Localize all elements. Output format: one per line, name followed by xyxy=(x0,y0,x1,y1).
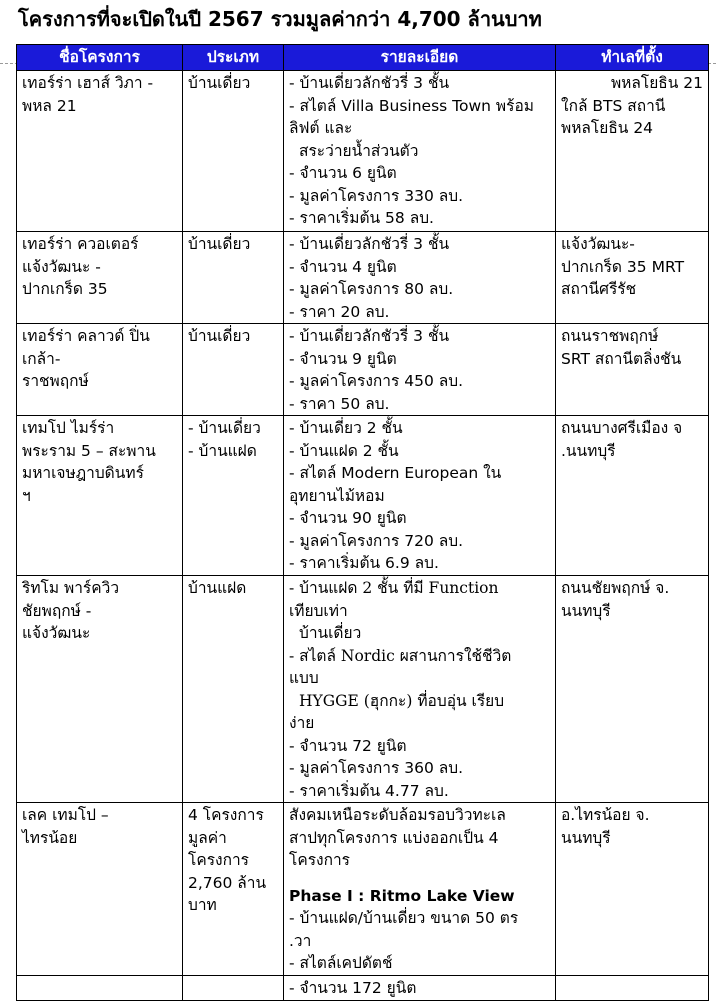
detail-line: - บ้านเดี่ยวลักชัวรี่ 3 ชั้น xyxy=(289,74,450,92)
detail-line: - ราคา 20 ลบ. xyxy=(289,302,390,321)
type-line: 4 โครงการ xyxy=(188,806,264,824)
project-name-line: เทมโป ไมร์ร่า xyxy=(22,419,115,437)
detail-line: - มูลค่าโครงการ 330 ลบ. xyxy=(289,186,464,205)
table-row xyxy=(17,416,709,576)
detail-line: .วา xyxy=(289,931,312,950)
detail-line: - จำนวน 90 ยูนิต xyxy=(289,509,407,527)
detail-line: - บ้านแฝด 2 ชั้น xyxy=(289,441,399,460)
location-line: แจ้งวัฒนะ- xyxy=(561,235,635,253)
project-name-line: ปากเกร็ด 35 xyxy=(22,280,108,298)
spacer xyxy=(289,872,550,885)
project-name-cell xyxy=(17,232,183,324)
project-name-line: เกล้า- xyxy=(22,349,61,368)
type-line: บาท xyxy=(188,896,217,914)
detail-line: - บ้านแฝด/บ้านเดี่ยว ขนาด 50 ตร xyxy=(289,909,519,927)
location-line: ถนนราชพฤกษ์ xyxy=(561,327,659,345)
project-name-line: มหาเจษฎาบดินทร์ xyxy=(22,464,144,482)
detail-line: เทียบเท่า xyxy=(289,601,348,620)
detail-line: - จำนวน 172 ยูนิต xyxy=(289,979,417,997)
header-details: รายละเอียด xyxy=(284,45,556,71)
type-cell xyxy=(183,416,284,576)
detail-line: HYGGE (ฮุกกะ) ที่อบอุ่น เรียบ xyxy=(299,691,505,710)
detail-line: - ราคา 50 ลบ. xyxy=(289,394,390,413)
location-cell xyxy=(556,803,709,976)
detail-line: - บ้านเดี่ยวลักชัวรี่ 3 ชั้น xyxy=(289,327,450,345)
location-cell xyxy=(556,324,709,416)
table-row-continuation xyxy=(17,976,709,1001)
detail-line: - มูลค่าโครงการ 80 ลบ. xyxy=(289,280,454,298)
location-line: .นนทบุรี xyxy=(561,441,616,460)
project-name-cell xyxy=(17,416,183,576)
detail-line: - จำนวน 72 ยูนิต xyxy=(289,736,407,755)
projects-table xyxy=(16,44,709,1001)
type-cell xyxy=(183,976,284,1001)
type-cell xyxy=(183,71,284,232)
project-name-line: พหล 21 xyxy=(22,96,77,115)
type-cell xyxy=(183,803,284,976)
location-line: สถานีศรีรัช xyxy=(561,280,637,298)
detail-line: ง่าย xyxy=(289,714,315,732)
type-line: บ้านแฝด xyxy=(188,579,247,597)
detail-line: - สไตล์ Villa Business Town พร้อม xyxy=(289,96,534,115)
detail-line: - ราคาเริ่มต้น 6.9 ลบ. xyxy=(289,554,439,572)
detail-line: - บ้านเดี่ยว 2 ชั้น xyxy=(289,419,403,437)
table-row xyxy=(17,71,709,232)
location-line: ปากเกร็ด 35 MRT xyxy=(561,257,685,276)
project-name-line: เทอร์ร่า เฮาส์ วิภา - xyxy=(22,74,154,92)
location-cell xyxy=(556,232,709,324)
project-name-line: เทอร์ร่า คลาวด์ ปิ่น xyxy=(22,327,150,345)
type-line: - บ้านแฝด xyxy=(188,441,257,460)
detail-line: - มูลค่าโครงการ 360 ลบ. xyxy=(289,759,464,777)
details-cell xyxy=(284,324,556,416)
type-line: บ้านเดี่ยว xyxy=(188,74,251,92)
detail-line: แบบ xyxy=(289,669,319,687)
header-location: ทำเลที่ตั้ง xyxy=(556,45,709,71)
type-line: บ้านเดี่ยว xyxy=(188,235,251,253)
detail-line: - บ้านแฝด 2 ชั้น ที่มี Function xyxy=(289,579,499,597)
detail-line: - จำนวน 4 ยูนิต xyxy=(289,257,397,276)
header-type: ประเภท xyxy=(183,45,284,71)
location-line: SRT สถานีตลิ่งชัน xyxy=(561,349,682,368)
table-row xyxy=(17,324,709,416)
location-line: นนทบุรี xyxy=(561,828,611,847)
detail-line: - มูลค่าโครงการ 720 ลบ. xyxy=(289,531,464,550)
header-project-name: ชื่อโครงการ xyxy=(17,45,183,71)
project-name-line: ริทโม พาร์ควิว xyxy=(22,579,120,597)
page-title: โครงการที่จะเปิดในปี 2567 รวมมูลค่ากว่า 4,700 ล้านบาท xyxy=(18,7,542,31)
type-line: 2,760 ล้าน xyxy=(188,873,267,892)
phase-title: Phase I : Ritmo Lake View xyxy=(289,886,515,905)
location-cell xyxy=(556,71,709,232)
project-name-line: พระราม 5 – สะพาน xyxy=(22,441,156,460)
details-cell xyxy=(284,976,556,1001)
location-line: พหลโยธิน 24 xyxy=(561,119,654,137)
project-name-line: เทอร์ร่า ควอเตอร์ xyxy=(22,235,139,253)
detail-line: บ้านเดี่ยว xyxy=(299,624,362,642)
project-name-cell xyxy=(17,803,183,976)
detail-line: - สไตล์เคปดัตช์ xyxy=(289,954,393,972)
project-name-line: เลค เทมโป – xyxy=(22,806,109,824)
detail-line: อุทยานไม้หอม xyxy=(289,486,385,505)
detail-line: ลิฟต์ และ xyxy=(289,119,353,137)
location-cell xyxy=(556,976,709,1001)
project-name-cell xyxy=(17,576,183,803)
project-name-cell xyxy=(17,976,183,1001)
type-cell xyxy=(183,232,284,324)
project-name-cell xyxy=(17,71,183,232)
location-cell xyxy=(556,416,709,576)
detail-line: - มูลค่าโครงการ 450 ลบ. xyxy=(289,372,464,390)
project-name-line: ชัยพฤกษ์ - xyxy=(22,601,92,620)
detail-intro-line: โครงการ xyxy=(289,851,351,869)
table-header-row xyxy=(17,45,709,71)
details-cell xyxy=(284,803,556,976)
location-line: พหลโยธิน 21 xyxy=(610,74,703,92)
details-cell xyxy=(284,416,556,576)
detail-line: - ราคาเริ่มต้น 58 ลบ. xyxy=(289,209,434,227)
location-cell xyxy=(556,576,709,803)
type-cell xyxy=(183,324,284,416)
location-line: อ.ไทรน้อย จ. xyxy=(561,806,650,824)
project-name-line: ไทรน้อย xyxy=(22,828,78,847)
detail-intro-line: สาปทุกโครงการ แบ่งออกเป็น 4 xyxy=(289,828,499,847)
details-cell xyxy=(284,71,556,232)
detail-line: สระว่ายน้ำส่วนตัว xyxy=(299,141,419,160)
table-row xyxy=(17,232,709,324)
table-row xyxy=(17,576,709,803)
type-line: โครงการ xyxy=(188,851,250,869)
table-row xyxy=(17,803,709,976)
location-line: ถนนบางศรีเมือง จ xyxy=(561,419,683,437)
detail-line: - สไตล์ Nordic ผสานการใช้ชีวิต xyxy=(289,646,512,665)
type-line: - บ้านเดี่ยว xyxy=(188,419,261,437)
project-name-line: แจ้งวัฒนะ xyxy=(22,624,91,642)
detail-line: - จำนวน 6 ยูนิต xyxy=(289,164,397,182)
location-line: ใกล้ BTS สถานี xyxy=(561,96,666,115)
details-cell xyxy=(284,576,556,803)
detail-line: - สไตล์ Modern European ใน xyxy=(289,464,502,482)
project-name-line: ราชพฤกษ์ xyxy=(22,372,89,390)
location-line: ถนนชัยพฤกษ์ จ. xyxy=(561,579,670,597)
project-name-line: ฯ xyxy=(22,486,31,505)
type-line: มูลค่า xyxy=(188,828,227,847)
detail-line: - ราคาเริ่มต้น 4.77 ลบ. xyxy=(289,781,449,800)
type-cell xyxy=(183,576,284,803)
details-cell xyxy=(284,232,556,324)
type-line: บ้านเดี่ยว xyxy=(188,327,251,345)
location-line: นนทบุรี xyxy=(561,601,611,620)
detail-line: - บ้านเดี่ยวลักชัวรี่ 3 ชั้น xyxy=(289,235,450,253)
detail-intro-line: สังคมเหนือระดับล้อมรอบวิวทะเล xyxy=(289,806,506,824)
project-name-cell xyxy=(17,324,183,416)
project-name-line: แจ้งวัฒนะ - xyxy=(22,257,101,276)
detail-line: - จำนวน 9 ยูนิต xyxy=(289,349,397,368)
